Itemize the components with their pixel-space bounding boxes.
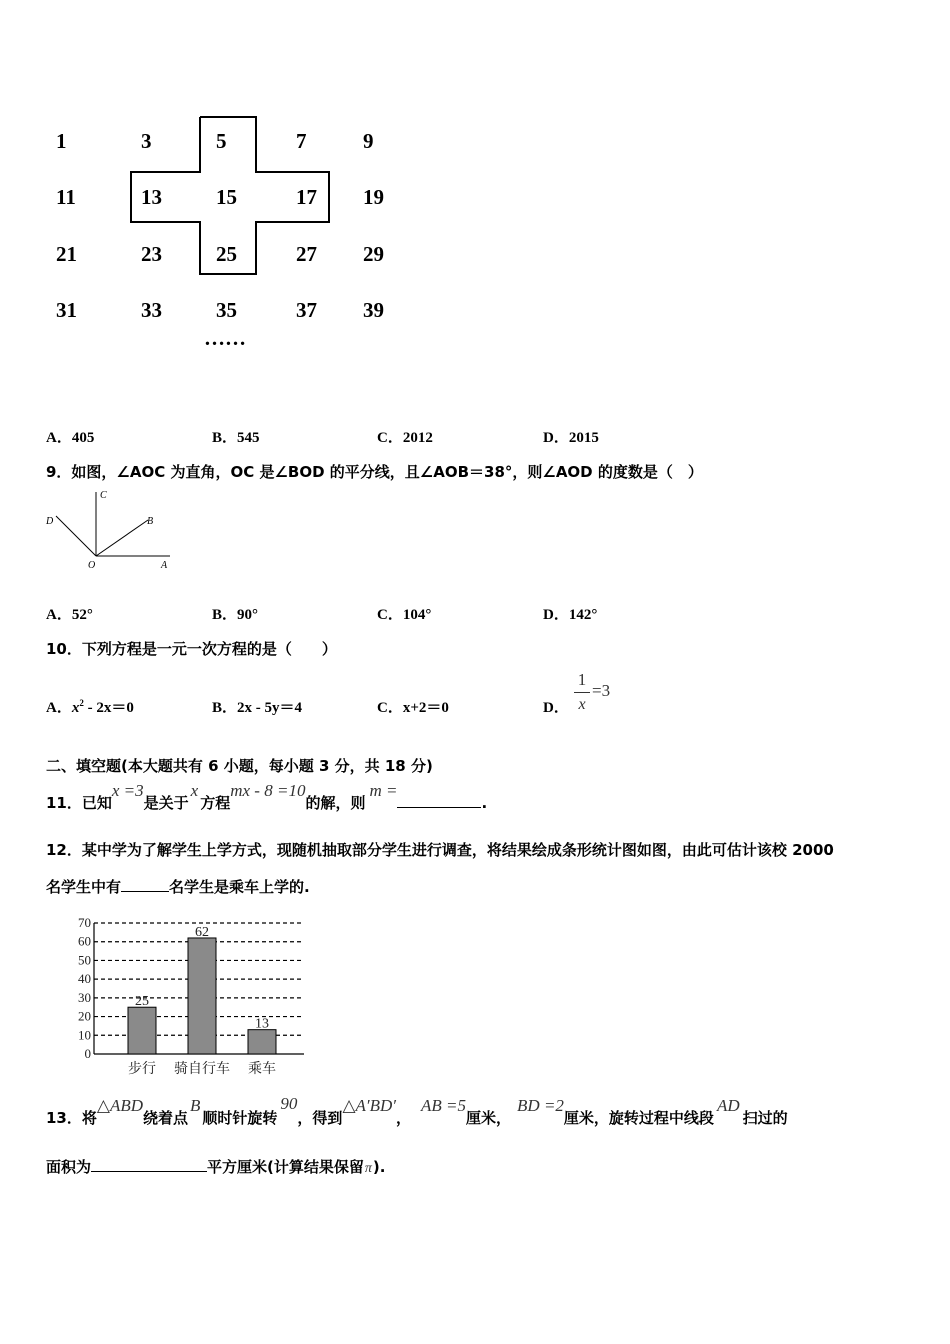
section-title: 二、填空题(本大题共有 6 小题，每小题 3 分，共 18 分)	[46, 757, 433, 775]
q13-math-1: △ABD	[96, 1096, 143, 1115]
q13-answer-blank[interactable]	[91, 1171, 207, 1172]
y-tick-label: 40	[78, 971, 91, 987]
q11-math-3: mx - 8 =10	[230, 781, 306, 800]
fraction-denominator: x	[578, 696, 586, 713]
q13-text-4: ，得到	[297, 1109, 343, 1127]
category-label: 骑自行车	[174, 1061, 230, 1077]
y-tick-label: 10	[78, 1027, 91, 1043]
q11	[46, 782, 487, 818]
option-d[interactable]: D．	[543, 700, 569, 716]
y-tick-label: 60	[78, 933, 91, 949]
grid-cell: 7	[296, 129, 307, 153]
y-tick-label: 30	[78, 989, 91, 1005]
q11-math-4: m =	[369, 781, 398, 800]
fraction-bar	[574, 692, 590, 693]
option-a-rest: - 2x＝0	[83, 700, 134, 716]
category-label: 步行	[128, 1061, 156, 1077]
option-b[interactable]: B．2x - 5y＝4	[212, 700, 303, 716]
q12-line2	[46, 876, 310, 897]
q11-math-1: x =3	[111, 781, 144, 800]
q13-text-7: 厘米，旋转过程中线段	[563, 1109, 714, 1127]
label-b: B	[147, 516, 154, 527]
q11-text-4: 的解，则	[305, 794, 366, 812]
bar	[128, 1007, 156, 1054]
q12-text-b: 名学生是乘车上学的.	[169, 878, 310, 896]
label-d: D	[46, 516, 54, 527]
y-tick-label: 50	[78, 952, 91, 968]
q11-text-1: 11．已知	[46, 794, 112, 812]
q10-stem: 10．下列方程是一元一次方程的是（ ）	[46, 640, 337, 658]
q13-math-3: 90	[280, 1094, 298, 1113]
grid-cell: 39	[363, 298, 384, 322]
option-a-sup: 2	[79, 698, 84, 708]
option-a-base: x	[71, 700, 80, 716]
q13-math-2: B	[190, 1096, 201, 1115]
fraction-numerator: 1	[577, 670, 587, 689]
q13-math-7: AD	[716, 1096, 740, 1115]
grid-cell: 5	[216, 129, 227, 153]
y-tick-label: 20	[78, 1008, 91, 1024]
grid-cell: 29	[363, 242, 384, 266]
option-b[interactable]: B．545	[212, 430, 260, 446]
q13-math-8: π	[364, 1161, 372, 1176]
grid-cell: 25	[216, 242, 237, 266]
option-c[interactable]: C．x+2＝0	[377, 700, 449, 716]
grid-cell: 17	[296, 185, 317, 209]
grid-cell: 1	[56, 129, 67, 153]
option-a[interactable]: A．52°	[46, 607, 93, 623]
q13-text-5: ，	[396, 1109, 412, 1127]
option-d[interactable]: D．142°	[543, 607, 598, 623]
option-c[interactable]: C．104°	[377, 607, 432, 623]
label-o: O	[88, 560, 96, 571]
q11-text-2: 是关于	[143, 794, 189, 812]
q13-text-10: 平方厘米(计算结果保留	[207, 1158, 364, 1176]
grid-cell: 3	[141, 129, 152, 153]
grid-cell: 23	[141, 242, 162, 266]
data-label: 25	[135, 994, 149, 1010]
q11-answer-blank[interactable]	[397, 807, 481, 808]
grid-ellipsis: ……	[204, 326, 246, 350]
label-c: C	[100, 490, 107, 501]
q11-end: .	[481, 794, 488, 812]
q11-text-3: 方程	[200, 794, 231, 812]
grid-cell: 31	[56, 298, 77, 322]
q13-text-9: 面积为	[46, 1158, 92, 1176]
grid-cell: 27	[296, 242, 317, 266]
grid-cell: 33	[141, 298, 162, 322]
data-label: 62	[195, 924, 209, 940]
q13-line1	[46, 1094, 788, 1133]
q13-text-2: 绕着点	[143, 1109, 189, 1127]
option-d[interactable]: D．2015	[543, 430, 599, 446]
option-c[interactable]: C．2012	[377, 430, 433, 446]
q12-line1: 12．某中学为了解学生上学方式，现随机抽取部分学生进行调查，将结果绘成条形统计图如图，由此可估计该校 2000	[46, 841, 834, 859]
grid-cell: 19	[363, 185, 384, 209]
ray-od	[56, 516, 96, 556]
q13-text-8: 扫过的	[742, 1109, 788, 1127]
label-a: A	[161, 560, 168, 571]
grid-cell: 13	[141, 185, 162, 209]
option-a-prefix: A．	[46, 700, 72, 716]
grid-cell: 11	[56, 185, 76, 209]
q13-line2	[46, 1156, 385, 1177]
q13-text-1: 13．将	[46, 1109, 97, 1127]
q13-math-5: AB =5	[421, 1096, 467, 1115]
grid-cell: 15	[216, 185, 237, 209]
option-b[interactable]: B．90°	[212, 607, 259, 623]
q13-text-6: 厘米，	[466, 1109, 512, 1127]
ray-ob	[96, 520, 148, 556]
grid-cell: 9	[363, 129, 374, 153]
q12-text-a: 名学生中有	[46, 878, 122, 896]
grid-cell: 21	[56, 242, 77, 266]
q13-text-11: ).	[372, 1158, 386, 1176]
option-a[interactable]: A．405	[46, 430, 95, 446]
q13-math-6: BD =2	[517, 1096, 564, 1115]
bar-chart	[60, 908, 320, 1083]
y-tick-label: 70	[78, 915, 91, 930]
y-tick-label: 0	[84, 1046, 91, 1061]
q9-angle-figure	[40, 486, 180, 572]
q12-answer-blank[interactable]	[121, 891, 169, 892]
q9-stem: 9．如图，∠AOC 为直角，OC 是∠BOD 的平分线，且∠AOB＝38°，则∠AOD 的度数是（ ）	[46, 463, 703, 481]
data-label: 13	[255, 1016, 269, 1032]
grid-cell: 35	[216, 298, 237, 322]
q13-math-4: △A′BD′	[342, 1096, 396, 1115]
q13-text-3: 顺时针旋转	[202, 1109, 278, 1127]
bar	[188, 938, 216, 1054]
fraction-rhs: =3	[592, 681, 611, 700]
bar	[248, 1030, 276, 1054]
category-label: 乘车	[248, 1061, 276, 1077]
grid-cell: 37	[296, 298, 317, 322]
q11-math-2: x	[190, 781, 199, 800]
option-a[interactable]	[46, 696, 134, 717]
